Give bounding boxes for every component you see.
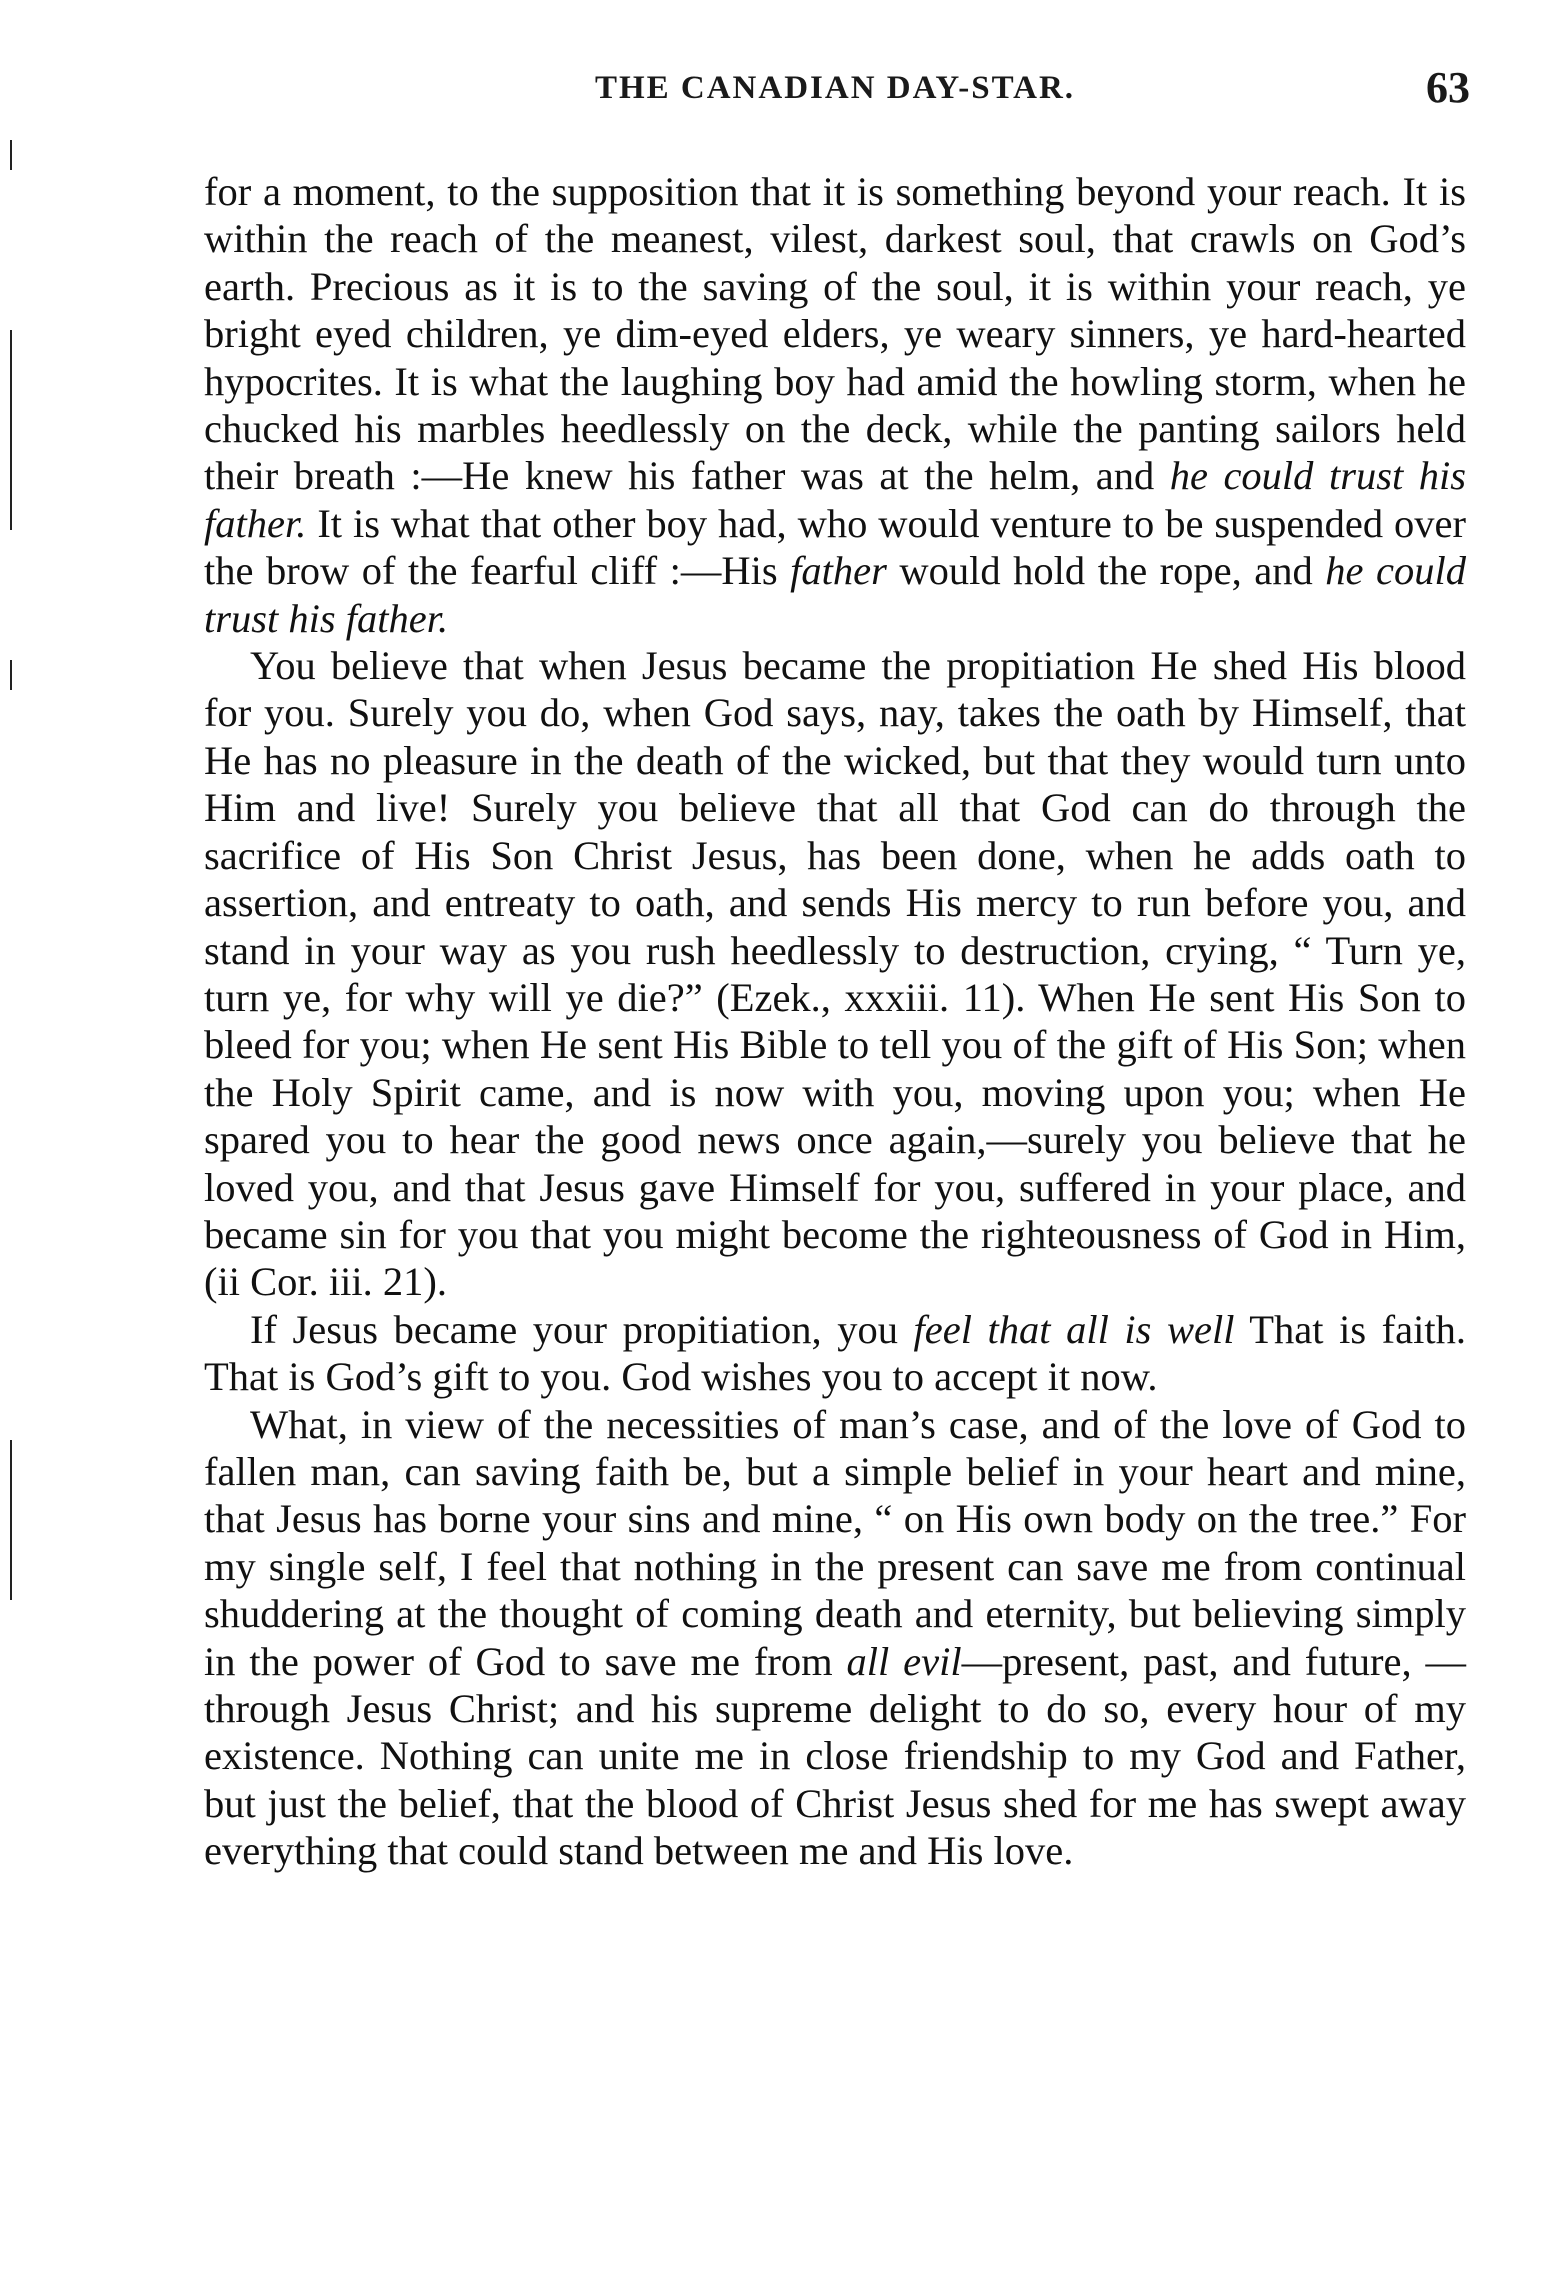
text-run: for a moment, to the supposition that it is something beyond your reach. It is within the reach of the meanest, vilest, darkest soul, that crawls on God’s earth. Precious as it is to the saving of the soul, it is within your reach, ye bright eyed children, ye dim-eyed elders, ye weary sinners, ye hard-hearted hypocrites. It is what the laughing boy had amid the howling storm, when he chucked his marbles heedlessly on the deck, while the panting sailors held their breath :—He knew his father was at the helm, and [204, 169, 1466, 499]
text-run: If Jesus became your propitiation, you [250, 1306, 914, 1352]
text-run: It is what that other boy had, who would venture to be suspended over the brow of the fearful cliff :—His [204, 500, 1466, 594]
scan-mark [10, 660, 12, 690]
scan-mark [10, 140, 12, 170]
paragraph [204, 1306, 1466, 1401]
paragraph [204, 168, 1466, 642]
paragraph [204, 642, 1466, 1306]
body-text [204, 168, 1466, 1875]
running-title: THE CANADIAN DAY-STAR. [594, 70, 1076, 106]
text-run: That is faith. That is God’s gift to you. God wishes you to accept it now. [204, 1306, 1466, 1400]
text-run: —present, past, and future, —through Jesus Christ; and his supreme delight to do so, every hour of my existence. Nothing can unite me in close friendship to my God and Father, but just the belief, that the blood of Christ Jesus shed for me has swept away everything that could stand between me and His love. [204, 1638, 1466, 1874]
scan-mark [10, 1440, 12, 1600]
italic-text-run: feel that all is well [913, 1306, 1235, 1352]
margin-scan-marks [0, 0, 40, 2276]
paragraph [204, 1401, 1466, 1875]
scan-mark [10, 330, 12, 530]
page-number: 63 [1426, 63, 1470, 112]
italic-text-run: he could trust his father. [204, 548, 1466, 641]
italic-text-run: father [790, 548, 887, 594]
text-run: What, in view of the necessities of man’s case, and of the love of God to fallen man, can saving faith be, but a simple belief in your heart and mine, that Jesus has borne your sins and mine, “ on His own body on the tree.” For my single self, I feel that nothing in the present can save me from continual shuddering at the thought of coming death and eternity, but believing simply in the power of God to save me from [204, 1401, 1466, 1684]
italic-text-run: all evil [846, 1638, 962, 1684]
text-run: You believe that when Jesus became the propitiation He shed His blood for you. Surely you do, when God says, nay, takes the oath by Himself, that He has no pleasure in the death of the wicked, but that they would turn unto Him and live! Surely you believe that all that God can do through the sacrifice of His Son Christ Jesus, has been done, when he adds oath to assertion, and entreaty to oath, and sends His mercy to run before you, and stand in your way as you rush heedlessly to destruction, crying, “ Turn ye, turn ye, for why will ye die?” (Ezek., xxxiii. 11). When He sent His Son to bleed for you; when He sent His Bible to tell you of the gift of His Son; when the Holy Spirit came, and is now with you, moving upon you; when He spared you to hear the good news once again,—surely you believe that he loved you, and that Jesus gave Himself for you, suffered in your place, and became sin for you that you might become the righteousness of God in Him, (ii Cor. iii. 21). [204, 643, 1466, 1305]
italic-text-run: he could trust his father. [204, 453, 1466, 546]
text-run: would hold the rope, and [886, 548, 1326, 594]
running-head [200, 62, 1470, 122]
